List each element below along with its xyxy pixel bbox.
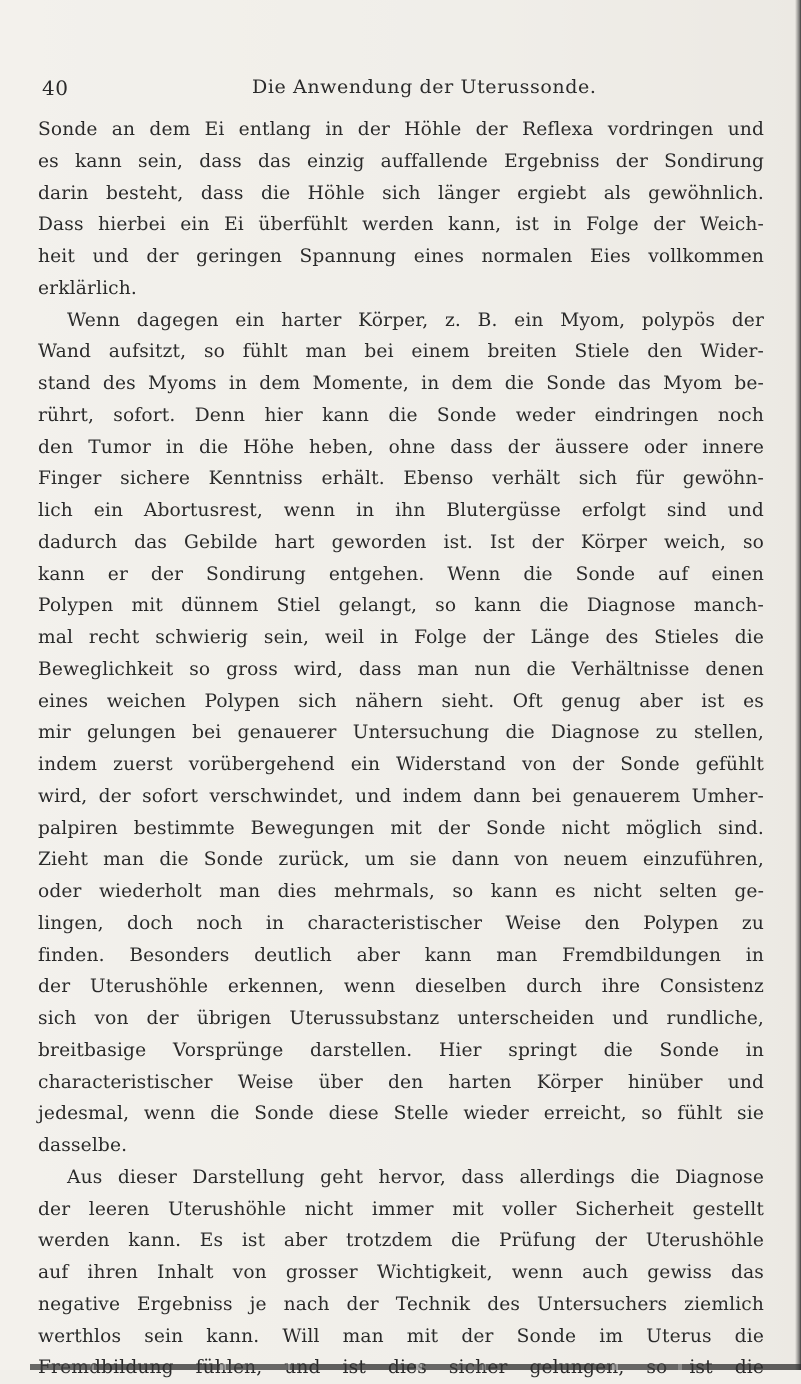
text-line: sich von der übrigen Uterussubstanz unterscheiden und rundliche, [38, 1008, 764, 1029]
text-line: der leeren Uterushöhle nicht immer mit voller Sicherheit gestellt [38, 1198, 764, 1220]
text-line: stand des Myoms in dem Momente, in dem die Sonde das Myom be- [38, 373, 764, 394]
text-line: mal recht schwierig sein, weil in Folge der Länge des Stieles die [38, 627, 764, 648]
text-line: Wenn dagegen ein harter Körper, z. B. ein Myom, polypös der [67, 309, 764, 331]
text-line: Sonde an dem Ei entlang in der Höhle der Reflexa vordringen und [38, 119, 764, 140]
text-line: erklärlich. [38, 277, 137, 299]
text-line: den Tumor in die Höhe heben, ohne dass der äussere oder innere [38, 436, 764, 458]
body-text [38, 114, 764, 1384]
text-line: Wand aufsitzt, so fühlt man bei einem breiten Stiele den Wider- [38, 341, 764, 363]
text-line: palpiren bestimmte Bewegungen mit der Sonde nicht möglich sind. [38, 817, 764, 839]
text-line: kann er der Sondirung entgehen. Wenn die Sonde auf einen [38, 563, 764, 585]
text-line: der Uterushöhle erkennen, wenn dieselben durch ihre Consistenz [38, 976, 764, 998]
text-line: characteristischer Weise über den harten Körper hinüber und [38, 1071, 764, 1093]
text-line: breitbasige Vorsprünge darstellen. Hier springt die Sonde in [38, 1039, 764, 1061]
text-line: heit und der geringen Spannung eines normalen Eies vollkommen [38, 246, 764, 267]
text-line: dadurch das Gebilde hart geworden ist. Ist der Körper weich, so [38, 531, 764, 553]
text-line: Aus dieser Darstellung geht hervor, dass allerdings die Diagnose [67, 1166, 764, 1188]
text-line: Beweglichkeit so gross wird, dass man nun die Verhältnisse denen [38, 658, 764, 680]
text-line: negative Ergebniss je nach der Technik des Untersuchers ziemlich [38, 1293, 764, 1315]
text-line: darin besteht, dass die Höhle sich länger ergiebt als gewöhnlich. [38, 182, 764, 204]
page-number: 40 [42, 76, 69, 100]
text-line: Polypen mit dünnem Stiel gelangt, so kann die Diagnose manch- [38, 595, 764, 617]
text-line: dasselbe. [38, 1135, 128, 1156]
text-line: werden kann. Es ist aber trotzdem die Prüfung der Uterushöhle [38, 1230, 764, 1252]
text-line: mir gelungen bei genauerer Untersuchung die Diagnose zu stellen, [38, 722, 764, 744]
text-line: lich ein Abortusrest, wenn in ihn Blutergüsse erfolgt sind und [38, 500, 764, 521]
page-bottom-edge [30, 1364, 801, 1370]
text-line: eines weichen Polypen sich nähern sieht. Oft genug aber ist es [38, 690, 764, 712]
running-head: Die Anwendung der Uterussonde. [252, 76, 597, 98]
text-line: Zieht man die Sonde zurück, um sie dann von neuem einzuführen, [38, 849, 764, 871]
page-edge-shadow [795, 0, 801, 1370]
text-line: es kann sein, dass das einzig auffallende Ergebniss der Sondirung [38, 150, 764, 172]
text-line: lingen, doch noch in characteristischer Weise den Polypen zu [38, 912, 764, 934]
text-line: finden. Besonders deutlich aber kann man Fremdbildungen in [38, 944, 764, 966]
page-header [0, 76, 801, 106]
text-line: jedesmal, wenn die Sonde diese Stelle wieder erreicht, so fühlt sie [38, 1103, 764, 1125]
text-line: Finger sichere Kenntniss erhält. Ebenso verhält sich für gewöhn- [38, 468, 764, 490]
text-line: oder wiederholt man dies mehrmals, so kann es nicht selten ge- [38, 881, 764, 902]
text-line: wird, der sofort verschwindet, und indem dann bei genauerem Umher- [38, 785, 764, 807]
text-line: Dass hierbei ein Ei überfühlt werden kann, ist in Folge der Weich- [38, 214, 764, 236]
text-line: werthlos sein kann. Will man mit der Sonde im Uterus die [38, 1325, 764, 1347]
text-line: rührt, sofort. Denn hier kann die Sonde weder eindringen noch [38, 404, 764, 426]
text-line: auf ihren Inhalt von grosser Wichtigkeit, wenn auch gewiss das [38, 1262, 764, 1283]
text-line: indem zuerst vorübergehend ein Widerstand von der Sonde gefühlt [38, 754, 764, 775]
